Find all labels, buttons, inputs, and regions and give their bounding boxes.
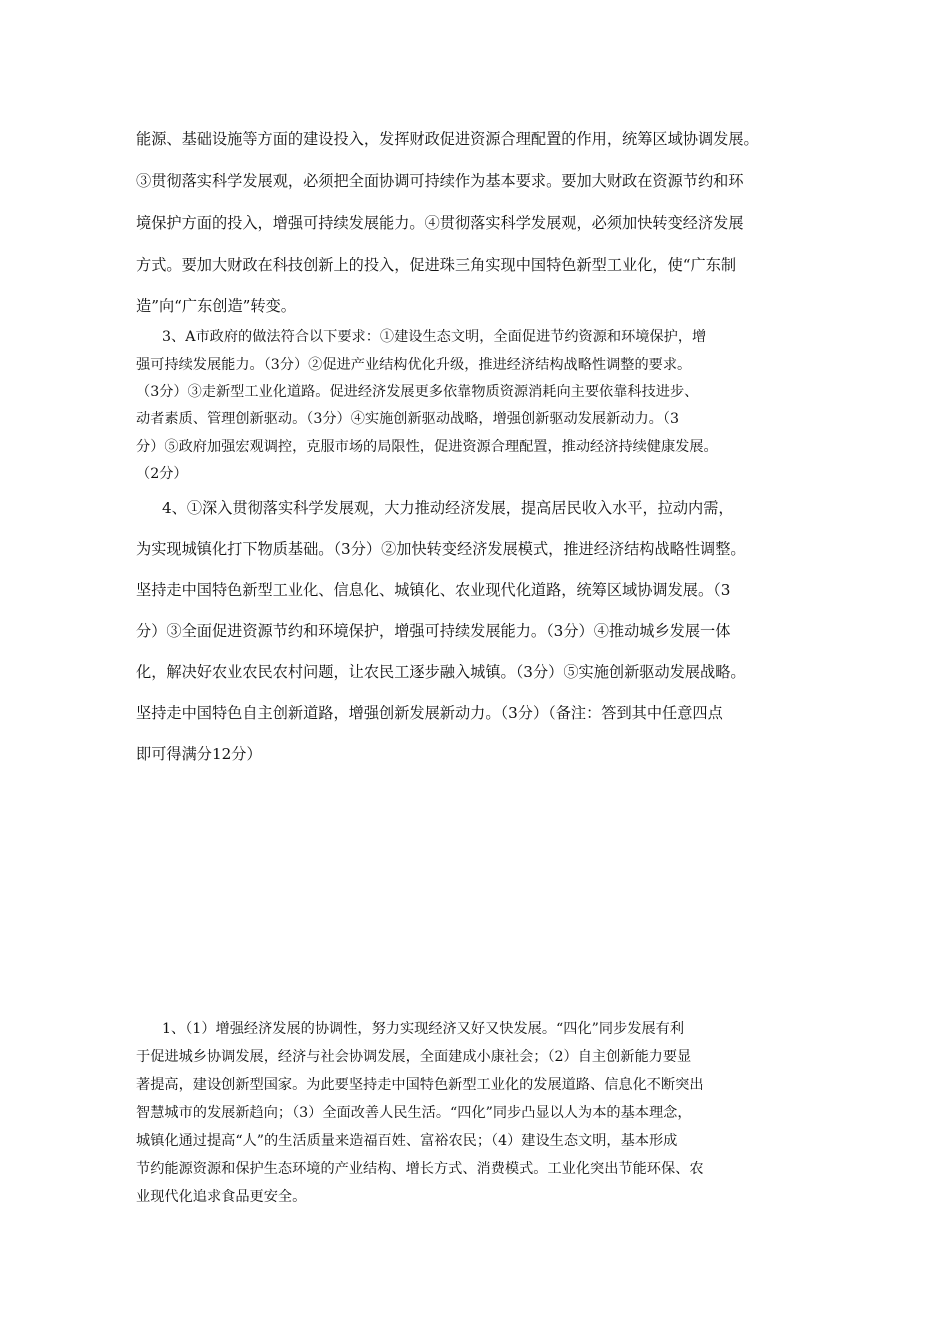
text-line: 4、①深入贯彻落实科学发展观，大力推动经济发展，提高居民收入水平，拉动内需， — [162, 499, 734, 517]
text-line: 智慧城市的发展新趋向；（3）全面改善人民生活。“四化”同步凸显以人为本的基本理念， — [136, 1105, 692, 1121]
text-line: 分）③全面促进资源节约和环境保护，增强可持续发展能力。（3分）④推动城乡发展一体 — [136, 622, 731, 640]
text-line: 城镇化通过提高“人”的生活质量来造福百姓、富裕农民；（4）建设生态文明，基本形成 — [136, 1133, 678, 1149]
text-line: 强可持续发展能力。（3分）②促进产业结构优化升级，推进经济结构战略性调整的要求。 — [136, 357, 692, 373]
text-line: 动者素质、管理创新驱动。（3分）④实施创新驱动战略，增强创新驱动发展新动力。（3 — [136, 411, 679, 427]
text-line: 坚持走中国特色新型工业化、信息化、城镇化、农业现代化道路，统筹区域协调发展。（3 — [136, 581, 731, 599]
text-line: 方式。要加大财政在科技创新上的投入，促进珠三角实现中国特色新型工业化，使“广东制 — [136, 256, 737, 274]
text-line: （3分）③走新型工业化道路。促进经济发展更多依靠物质资源消耗向主要依靠科技进步、 — [136, 384, 699, 400]
text-line: 业现代化追求食品更安全。 — [136, 1189, 307, 1205]
text-line: ③贯彻落实科学发展观，必须把全面协调可持续作为基本要求。要加大财政在资源节约和环 — [136, 172, 744, 190]
text-line: 1、（1）增强经济发展的协调性，努力实现经济又好又快发展。“四化”同步发展有利 — [162, 1021, 685, 1037]
text-line: 著提高，建设创新型国家。为此要坚持走中国特色新型工业化的发展道路、信息化不断突出 — [136, 1077, 704, 1093]
text-line: 境保护方面的投入，增强可持续发展能力。④贯彻落实科学发展观，必须加快转变经济发展 — [136, 214, 744, 232]
text-line: 能源、基础设施等方面的建设投入，发挥财政促进资源合理配置的作用，统筹区域协调发展。 — [136, 130, 759, 148]
text-line: 为实现城镇化打下物质基础。（3分）②加快转变经济发展模式，推进经济结构战略性调整。 — [136, 540, 746, 558]
text-line: 坚持走中国特色自主创新道路，增强创新发展新动力。（3分）（备注：答到其中任意四点 — [136, 704, 723, 722]
text-line: 分）⑤政府加强宏观调控，克服市场的局限性，促进资源合理配置，推动经济持续健康发展。 — [136, 439, 718, 455]
text-line: 3、A市政府的做法符合以下要求：①建设生态文明，全面促进节约资源和环境保护，增 — [162, 329, 707, 345]
text-line: 造”向“广东创造”转变。 — [136, 297, 296, 315]
text-line: 节约能源资源和保护生态环境的产业结构、增长方式、消费模式。工业化突出节能环保、农 — [136, 1161, 704, 1177]
text-line: 即可得满分12分） — [136, 745, 262, 763]
text-line: 于促进城乡协调发展，经济与社会协调发展，全面建成小康社会；（2）自主创新能力要显 — [136, 1049, 692, 1065]
text-line: 化，解决好农业农民农村问题，让农民工逐步融入城镇。（3分）⑤实施创新驱动发展战略。 — [136, 663, 746, 681]
text-line: （2分） — [136, 466, 188, 482]
